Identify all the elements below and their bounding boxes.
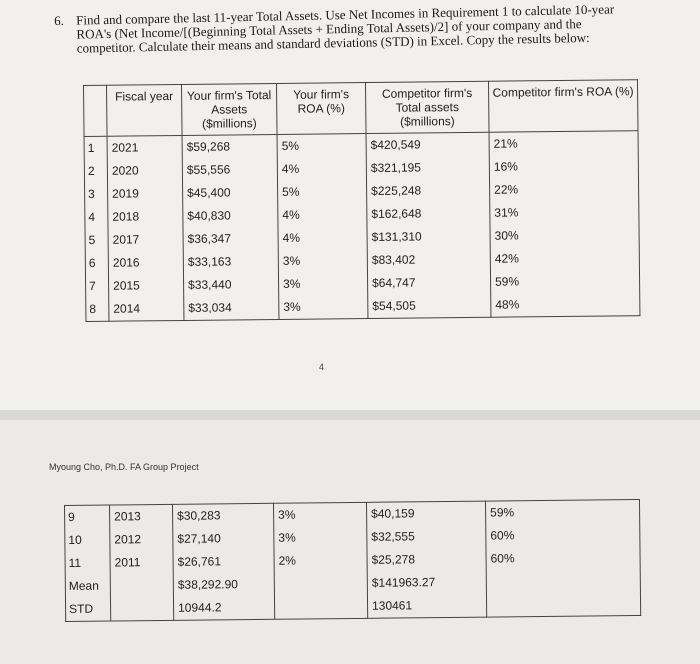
competitor-assets-cell: $420,549 [370, 137, 421, 152]
header-competitor-assets: Competitor firm's Total assets ($millions) [365, 81, 489, 133]
competitor-roa-cell: 30% [494, 228, 519, 243]
year-cell: 2018 [112, 209, 140, 224]
index-cell: 3 [88, 186, 95, 201]
year-cell: 2014 [113, 301, 141, 316]
competitor-roa-cell: 60% [490, 551, 515, 566]
index-column [84, 136, 109, 321]
year-cell: 2015 [113, 278, 140, 293]
assets-roa-table [83, 79, 640, 322]
competitor-assets-cell: $83,402 [371, 252, 416, 267]
competitor-roa-cell: 59% [490, 505, 515, 520]
competitor-roa-cell [487, 569, 640, 594]
assets-std-cell: 10944.2 [178, 600, 222, 615]
competitor-roa-column [485, 499, 640, 617]
assets-cell: $30,283 [177, 508, 221, 523]
question-text: Find and compare the last 11-year Total Assets. Use Net Incomes in Requirement 1 to calculate 10-year ROA's (Net Income/[(Beginning Total Assets + Ending Total Assets)/2] of your company and the competitor. Calculate their means and standard deviations (STD) in Excel. Copy the results below: [75, 1, 615, 56]
competitor-roa-column [489, 131, 640, 318]
assets-cell: $59,268 [186, 139, 231, 154]
header-total-assets: Your firm's Total Assets ($millions) [181, 83, 277, 135]
year-cell: 2016 [112, 255, 140, 270]
index-column [65, 505, 111, 621]
roa-cell: 5% [282, 184, 300, 199]
competitor-assets-cell: $32,555 [371, 529, 415, 544]
index-cell: 7 [89, 278, 96, 293]
index-cell: 4 [88, 209, 96, 224]
year-cell: 2017 [112, 232, 140, 247]
index-cell: 6 [88, 255, 96, 270]
assets-cell: $33,440 [188, 277, 232, 292]
competitor-assets-cell: $131,310 [371, 229, 422, 244]
competitor-assets-column [366, 132, 491, 318]
page-footer: Myoung Cho, Ph.D. FA Group Project [49, 462, 199, 472]
roa-cell: 4% [282, 207, 300, 222]
assets-cell: $33,163 [187, 254, 232, 269]
assets-column [182, 134, 279, 320]
competitor-assets-cell: $225,248 [371, 183, 422, 198]
year-column [107, 135, 184, 321]
roa-cell: 2% [278, 553, 297, 568]
competitor-assets-cell: $25,278 [371, 552, 416, 567]
mean-label: Mean [68, 578, 99, 593]
year-cell: 2020 [111, 163, 139, 178]
competitor-roa-cell: 21% [493, 136, 518, 151]
competitor-assets-std-cell: 130461 [371, 598, 413, 613]
year-cell [111, 574, 173, 598]
year-cell: 2012 [114, 532, 142, 547]
year-cell [111, 597, 173, 621]
roa-cell: 3% [278, 530, 296, 545]
competitor-roa-cell: 16% [493, 159, 518, 174]
year-cell: 2021 [111, 140, 139, 155]
competitor-assets-mean-cell: $141963.27 [371, 575, 436, 590]
data-block-row [65, 499, 641, 621]
assets-mean-cell: $38,292.90 [177, 577, 238, 592]
roa-cell: 5% [281, 138, 300, 153]
competitor-roa-cell: 31% [494, 205, 519, 220]
competitor-assets-cell: $54,505 [372, 298, 416, 313]
assets-roa-continued-table [64, 499, 641, 622]
index-cell: 8 [89, 301, 97, 316]
year-column [110, 504, 174, 621]
competitor-roa-cell [487, 592, 640, 617]
roa-cell: 3% [283, 276, 301, 291]
roa-cell [275, 572, 367, 596]
index-cell: 10 [68, 532, 82, 547]
roa-cell [275, 595, 367, 619]
roa-column [273, 502, 367, 619]
roa-column [277, 134, 368, 320]
assets-cell: $40,830 [187, 208, 231, 223]
assets-cell: $36,347 [187, 231, 232, 246]
assets-cell: $26,761 [177, 554, 222, 569]
roa-cell: 3% [282, 253, 301, 268]
assets-column [172, 503, 274, 620]
index-cell: 2 [87, 163, 95, 178]
competitor-assets-cell: $40,159 [371, 506, 415, 521]
roa-cell: 3% [283, 299, 301, 314]
competitor-roa-cell: 48% [495, 297, 520, 312]
index-cell: 1 [87, 140, 95, 155]
competitor-roa-cell: 60% [490, 528, 515, 543]
header-roa: Your firm's ROA (%) [276, 83, 366, 135]
assets-cell: $55,556 [186, 162, 231, 177]
roa-cell: 3% [278, 507, 296, 522]
page-number: 4 [319, 362, 325, 372]
competitor-assets-cell: $162,648 [371, 206, 422, 221]
assets-cell: $33,034 [188, 300, 232, 315]
header-fiscal-year: Fiscal year [107, 84, 183, 136]
question-number: 6. [53, 12, 65, 29]
header-index-cell [84, 85, 108, 136]
competitor-roa-cell: 59% [495, 274, 520, 289]
index-cell: 9 [68, 509, 75, 524]
header-row [84, 80, 639, 137]
index-cell: 11 [68, 555, 82, 570]
assets-cell: $27,140 [177, 531, 221, 546]
header-competitor-roa: Competitor firm's ROA (%) [488, 80, 638, 133]
competitor-assets-column [366, 501, 486, 618]
roa-cell: 4% [281, 161, 300, 176]
question-block [53, 1, 621, 56]
data-block-row [84, 131, 640, 322]
competitor-assets-cell: $321,195 [370, 160, 422, 175]
roa-cell: 4% [282, 230, 301, 245]
competitor-roa-cell: 22% [494, 182, 519, 197]
competitor-roa-cell: 42% [494, 251, 519, 266]
year-cell: 2011 [114, 555, 141, 570]
assets-cell: $45,400 [187, 185, 231, 200]
year-cell: 2019 [112, 186, 139, 201]
std-label: STD [69, 601, 94, 616]
index-cell: 5 [88, 232, 96, 247]
year-cell: 2013 [114, 509, 141, 524]
competitor-assets-cell: $64,747 [372, 275, 416, 290]
